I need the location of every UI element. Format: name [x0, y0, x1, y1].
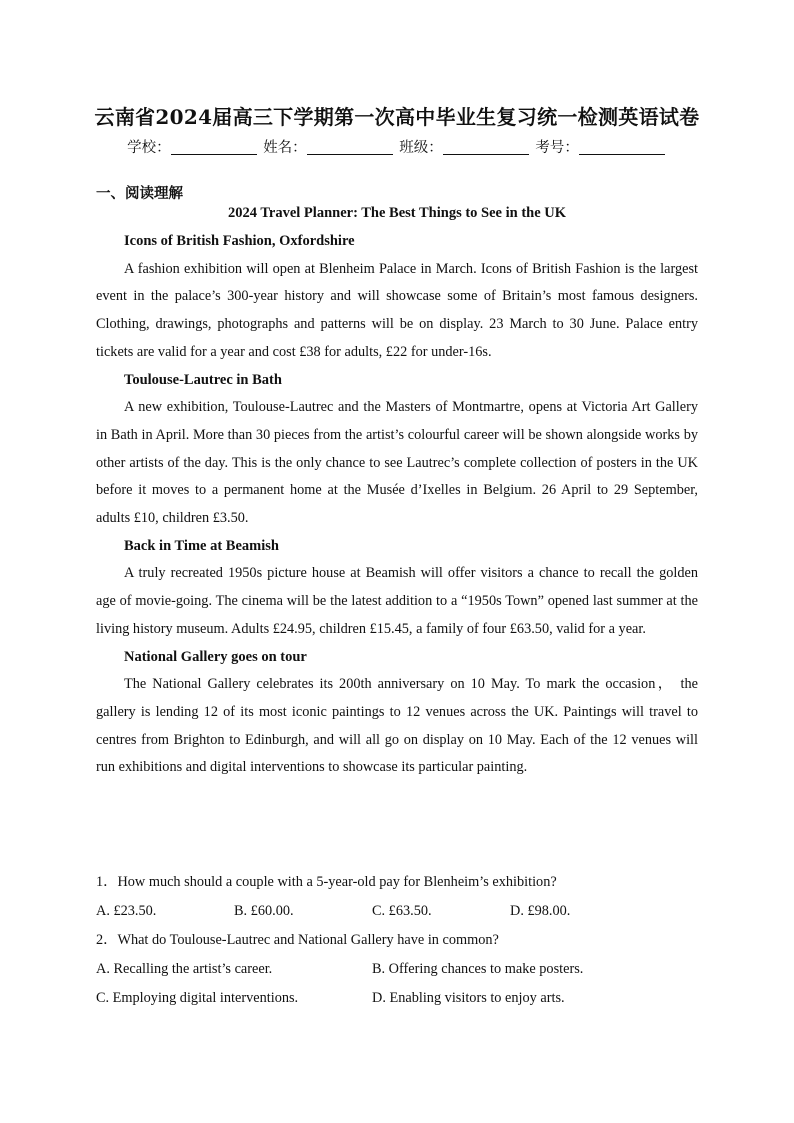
exam-number-label: 考号： [535, 140, 579, 156]
answer-option[interactable]: A. Recalling the artist’s career. [96, 961, 273, 977]
passage-title: 2024 Travel Planner: The Best Things to See in the UK [227, 205, 567, 221]
student-info-line [0, 136, 794, 157]
name-label: 姓名： [263, 140, 307, 156]
answer-options [96, 955, 698, 984]
answer-option[interactable]: D. £98.00. [510, 903, 571, 919]
answer-options [96, 897, 698, 926]
class-blank[interactable] [443, 140, 529, 155]
answer-option[interactable]: C. £63.50. [372, 903, 432, 919]
article-paragraph: The National Gallery celebrates its 200th anniversary on 10 May. To mark the occasion， the gallery is lending 12 of its most iconic paintings to 12 venues across the UK. Paintings will travel to centres from Brighton to Edinburgh, and will all go on display on 10 May. Each of the 12 venues will run exhibitions and digital interventions to showcase its particular painting. [96, 676, 698, 776]
answer-option[interactable]: D. Enabling visitors to enjoy arts. [372, 990, 565, 1006]
question-stem: 1．How much should a couple with a 5-year-old pay for Blenheim’s exhibition? [96, 874, 557, 890]
answer-option[interactable]: C. Employing digital interventions. [96, 990, 299, 1006]
name-blank[interactable] [307, 140, 393, 155]
article-heading: Back in Time at Beamish [124, 537, 279, 554]
answer-option[interactable]: B. £60.00. [234, 903, 294, 919]
question-stem: 2．What do Toulouse-Lautrec and National Gallery have in common? [96, 932, 499, 948]
school-label: 学校： [127, 140, 171, 156]
exam-number-blank[interactable] [579, 140, 665, 155]
exam-title: 云南省2024届高三下学期第一次高中毕业生复习统一检测英语试卷 [94, 105, 700, 129]
article-heading: Toulouse-Lautrec in Bath [124, 371, 282, 388]
passage-body [96, 228, 698, 782]
school-blank[interactable] [171, 140, 257, 155]
article-paragraph: A fashion exhibition will open at Blenheim Palace in March. Icons of British Fashion is the largest event in the palace’s 300-year history and will showcase some of Britain’s most famous designers. Clothing, drawings, photographs and patterns will be on display. 23 March to 30 June. Palace entry tickets are valid for a year and cost £38 for adults, £22 for under-16s. [96, 260, 698, 360]
class-label: 班级： [399, 140, 443, 156]
answer-option[interactable]: B. Offering chances to make posters. [372, 961, 584, 977]
article-heading: Icons of British Fashion, Oxfordshire [124, 233, 355, 249]
question-list [96, 868, 698, 1013]
section-heading: 一、阅读理解 [96, 186, 183, 202]
article-heading: National Gallery goes on tour [124, 648, 307, 665]
article-paragraph: A new exhibition, Toulouse-Lautrec and the Masters of Montmartre, opens at Victoria Art Gallery in Bath in April. More than 30 pieces from the artist’s colourful career will be shown alongside works by other artists of the day. This is the only chance to see Lautrec’s complete collection of posters in the UK before it moves to a permanent home at the Musée d’Ixelles in Belgium. 26 April to 29 September, adults £10, children £3.50. [96, 399, 698, 527]
article-paragraph: A truly recreated 1950s picture house at Beamish will offer visitors a chance to recall the golden age of movie-going. The cinema will be the latest addition to a “1950s Town” opened last summer at the living history museum. Adults £24.95, children £15.45, a family of four £63.50, valid for a year. [96, 565, 698, 637]
answer-options [96, 984, 698, 1013]
answer-option[interactable]: A. £23.50. [96, 903, 157, 919]
